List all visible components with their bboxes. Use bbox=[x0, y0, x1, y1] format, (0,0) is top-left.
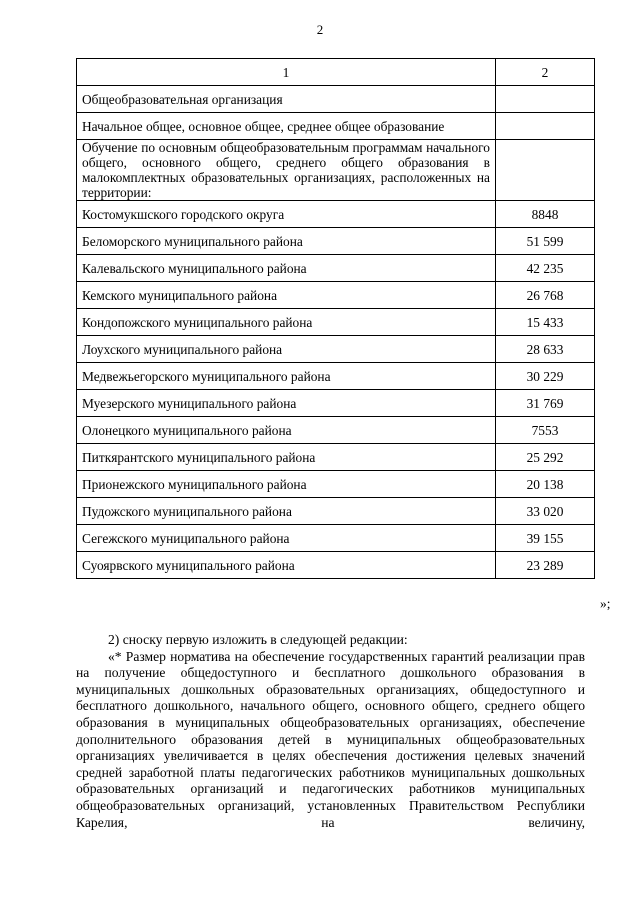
row-value: 7553 bbox=[496, 417, 595, 444]
row-value bbox=[496, 86, 595, 113]
row-label: Кондопожского муниципального района bbox=[77, 309, 496, 336]
table-row bbox=[77, 201, 595, 228]
row-value: 51 599 bbox=[496, 228, 595, 255]
row-label: Начальное общее, основное общее, среднее общее образование bbox=[77, 113, 496, 140]
table-row bbox=[77, 525, 595, 552]
row-label: Обучение по основным общеобразовательным программам начального общего, основного общего, среднего общего образования в малокомплектных образовательных организациях, расположенных на территории: bbox=[77, 140, 496, 201]
row-value: 39 155 bbox=[496, 525, 595, 552]
table-row bbox=[77, 309, 595, 336]
table-row bbox=[77, 228, 595, 255]
row-label: Лоухского муниципального района bbox=[77, 336, 496, 363]
row-label: Суоярвского муниципального района bbox=[77, 552, 496, 579]
row-label: Медвежьегорского муниципального района bbox=[77, 363, 496, 390]
row-label: Пудожского муниципального района bbox=[77, 498, 496, 525]
row-value bbox=[496, 113, 595, 140]
footnote-paragraph: «* Размер норматива на обеспечение государственных гарантий реализации прав на получение общедоступного и бесплатного дошкольного образования в муниципальных дошкольных образовательных организациях, общедоступного и бесплатного дошкольного, начального общего, основного общего, среднего общего образования в муниципальных общеобразовательных организациях, обеспечение дополнительного образования детей в муниципальных общеобразовательных организациях увеличивается в целях обеспечения достижения целевых значений средней заработной платы педагогических работников муниципальных дошкольных образовательных организаций и педагогических работников муниципальных общеобразовательных организаций, установленных Правительством Республики Карелия, на величину, bbox=[76, 648, 585, 830]
table-row bbox=[77, 140, 595, 201]
table-row bbox=[77, 113, 595, 140]
row-value: 23 289 bbox=[496, 552, 595, 579]
table-row bbox=[77, 363, 595, 390]
row-value: 8848 bbox=[496, 201, 595, 228]
row-value: 33 020 bbox=[496, 498, 595, 525]
row-label: Муезерского муниципального района bbox=[77, 390, 496, 417]
table-row bbox=[77, 498, 595, 525]
table-row bbox=[77, 444, 595, 471]
row-label: Беломорского муниципального района bbox=[77, 228, 496, 255]
row-label: Костомукшского городского округа bbox=[77, 201, 496, 228]
row-value: 20 138 bbox=[496, 471, 595, 498]
row-label: Сегежского муниципального района bbox=[77, 525, 496, 552]
row-label: Калевальского муниципального района bbox=[77, 255, 496, 282]
norm-table bbox=[76, 58, 595, 579]
table-row bbox=[77, 336, 595, 363]
row-label: Общеобразовательная организация bbox=[77, 86, 496, 113]
closing-quote-mark: »; bbox=[600, 596, 611, 611]
row-label: Питкярантского муниципального района bbox=[77, 444, 496, 471]
table-row bbox=[77, 255, 595, 282]
row-value: 25 292 bbox=[496, 444, 595, 471]
header-cell-2: 2 bbox=[496, 59, 595, 86]
table-row bbox=[77, 471, 595, 498]
row-value: 28 633 bbox=[496, 336, 595, 363]
page-number: 2 bbox=[316, 22, 324, 37]
row-value: 30 229 bbox=[496, 363, 595, 390]
row-value: 26 768 bbox=[496, 282, 595, 309]
table-row bbox=[77, 282, 595, 309]
table-row bbox=[77, 390, 595, 417]
row-label: Кемского муниципального района bbox=[77, 282, 496, 309]
row-value: 31 769 bbox=[496, 390, 595, 417]
table-row bbox=[77, 552, 595, 579]
row-label: Олонецкого муниципального района bbox=[77, 417, 496, 444]
table-header-row bbox=[77, 59, 595, 86]
table-row bbox=[77, 86, 595, 113]
row-value bbox=[496, 140, 595, 201]
row-label: Прионежского муниципального района bbox=[77, 471, 496, 498]
row-value: 42 235 bbox=[496, 255, 595, 282]
header-cell-1: 1 bbox=[77, 59, 496, 86]
amendment-paragraph: 2) сноску первую изложить в следующей редакции: bbox=[108, 632, 408, 647]
amendment-text bbox=[76, 632, 585, 831]
table-row bbox=[77, 417, 595, 444]
row-value: 15 433 bbox=[496, 309, 595, 336]
